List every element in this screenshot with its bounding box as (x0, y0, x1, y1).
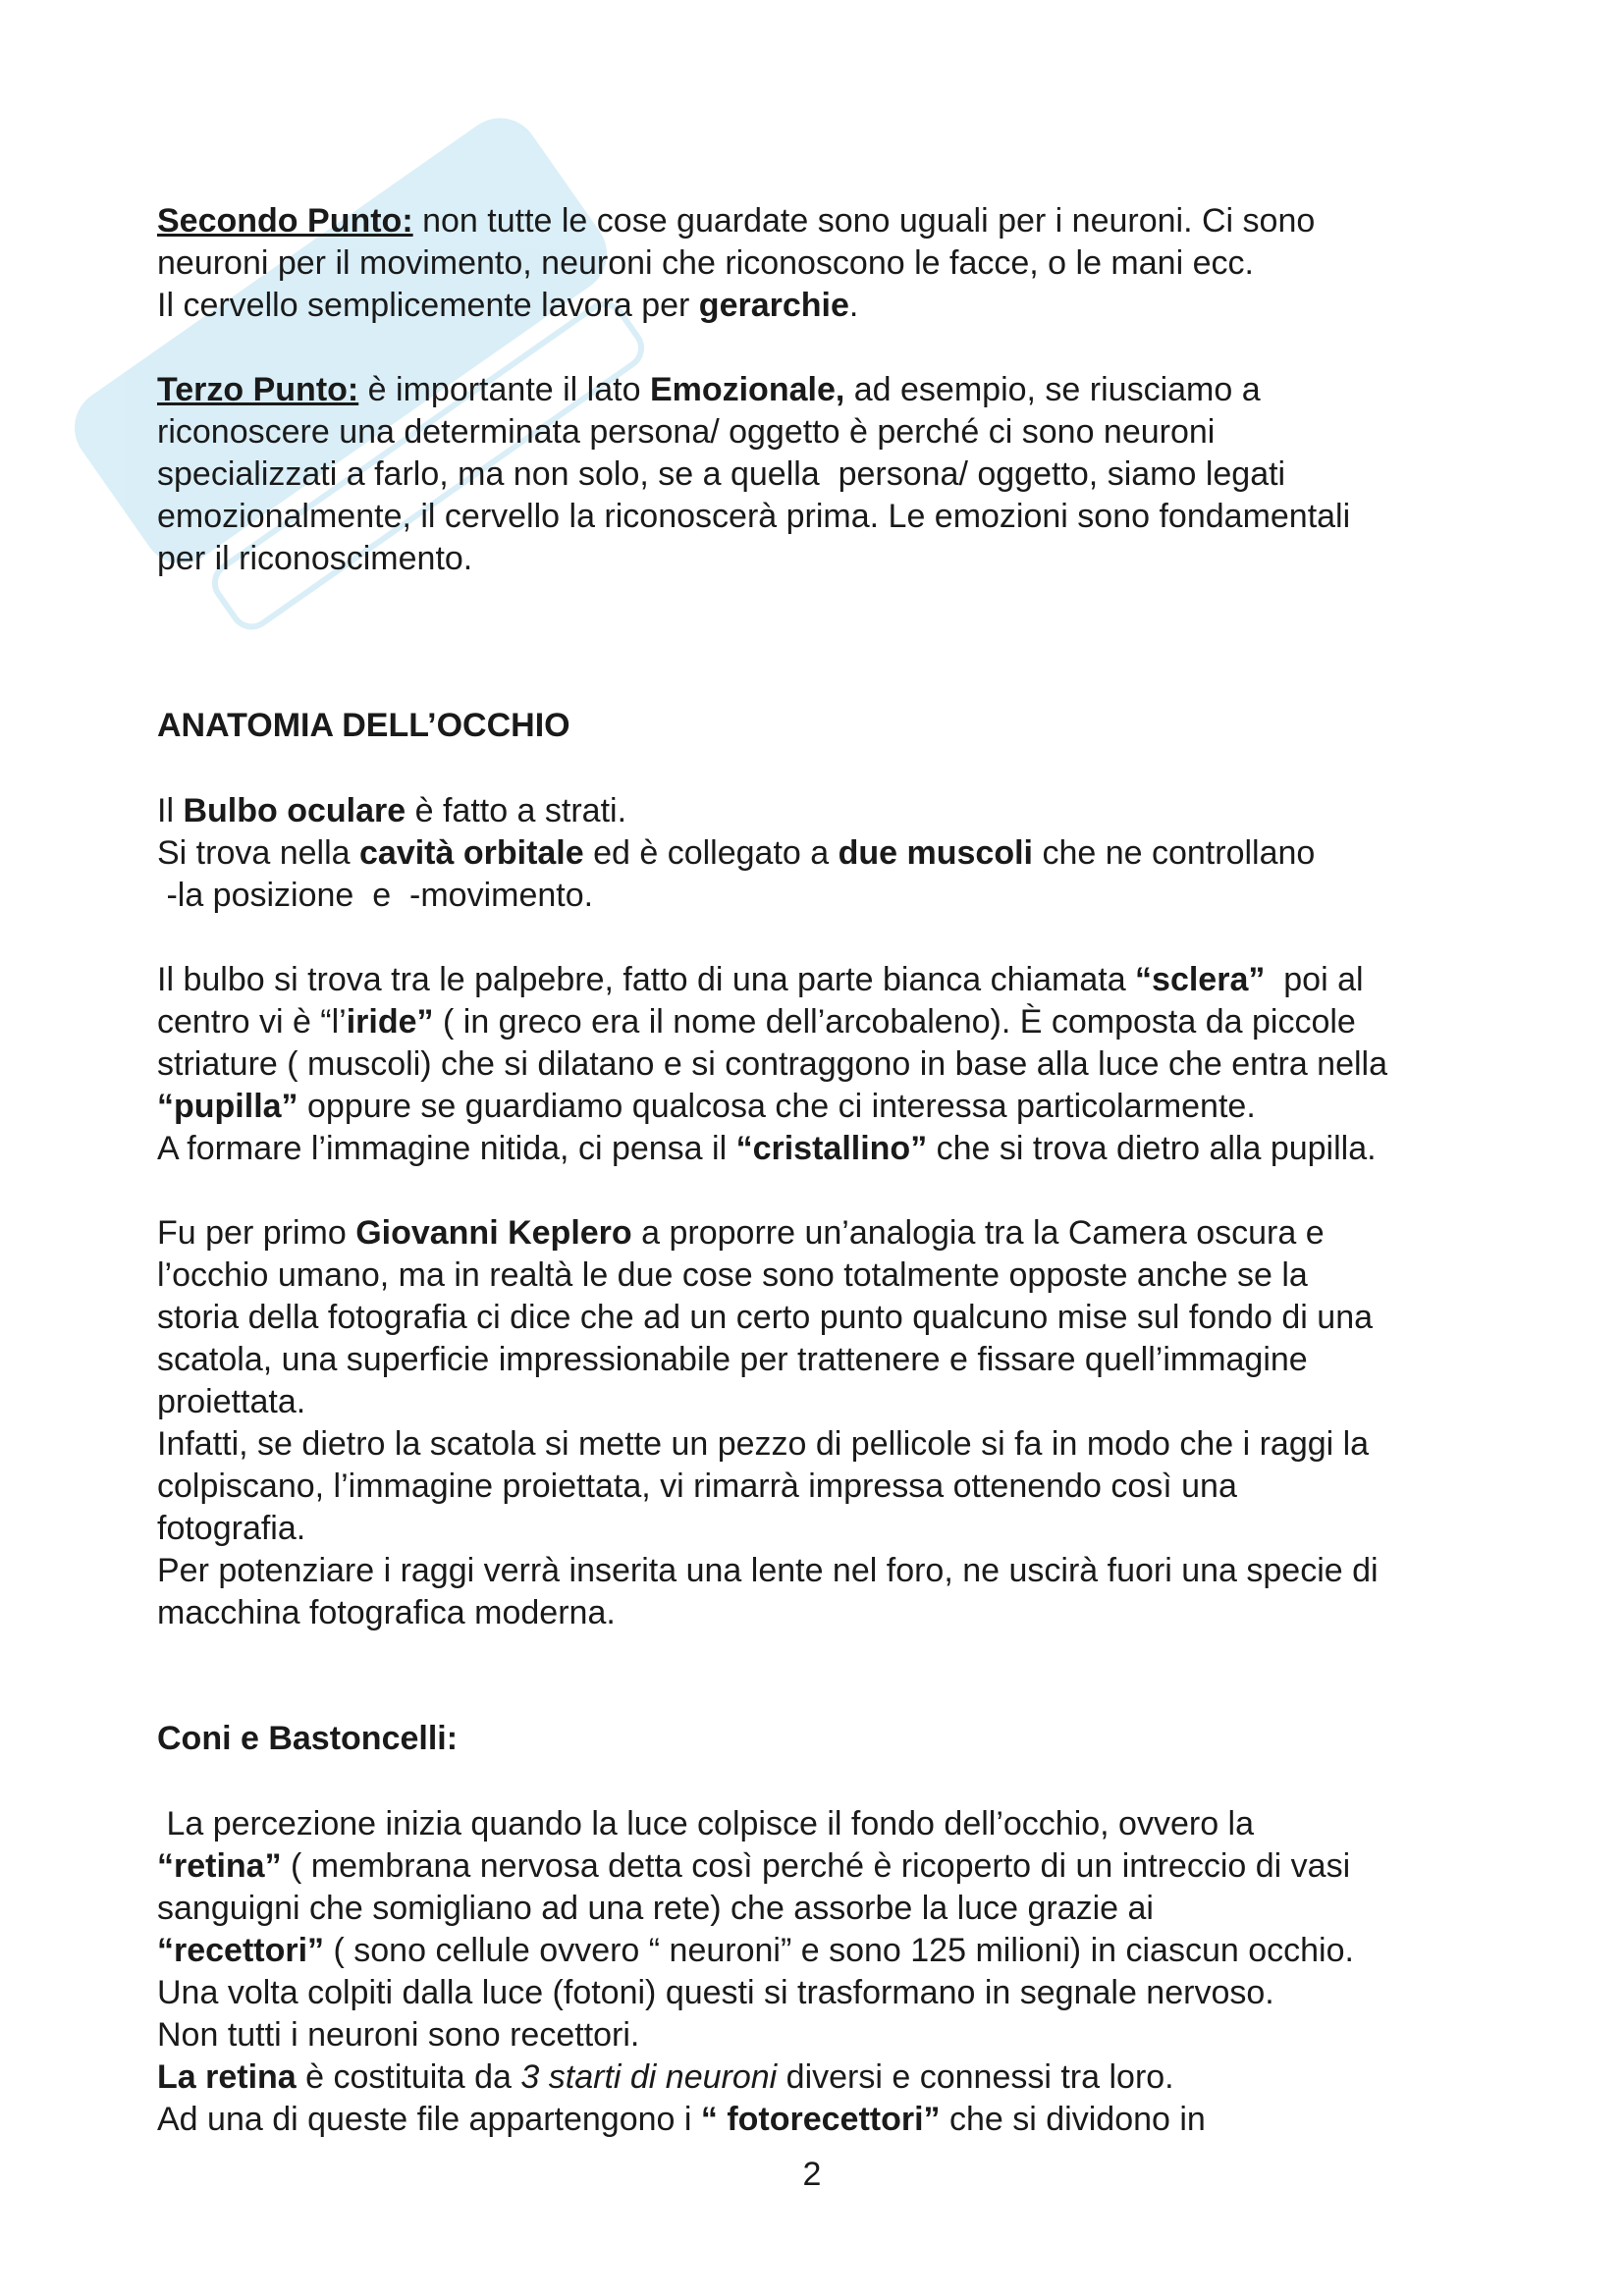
keplero-line-9: Per potenziare i raggi verrà inserita una lente nel foro, ne uscirà fuori una specie di (157, 1552, 1379, 1589)
retina-line-5: Una volta colpiti dalla luce (fotoni) questi si trasformano in segnale nervoso. (157, 1974, 1274, 2011)
terzo-punto-line-3: specializzati a farlo, ma non solo, se a quella persona/ oggetto, siamo legati (157, 455, 1286, 493)
terzo-punto-line-5: per il riconoscimento. (157, 540, 473, 577)
retina-line-3: sanguigni che somigliano ad una rete) che assorbe la luce grazie ai (157, 1890, 1154, 1927)
secondo-punto-line-2: neuroni per il movimento, neuroni che riconoscono le facce, o le mani ecc. (157, 244, 1254, 282)
terzo-punto-line-4: emozionalmente, il cervello la riconoscerà prima. Le emozioni sono fondamentali (157, 498, 1351, 535)
terzo-punto-line-1: Terzo Punto: è importante il lato Emozionale, ad esempio, se riusciamo a (157, 371, 1261, 408)
sclera-line-5: A formare l’immagine nitida, ci pensa il “cristallino” che si trova dietro alla pupilla. (157, 1130, 1377, 1167)
retina-line-8: Ad una di queste file appartengono i “ fotorecettori” che si dividono in (157, 2101, 1206, 2138)
secondo-punto-line-1: Secondo Punto: non tutte le cose guardate sono uguali per i neuroni. Ci sono (157, 202, 1316, 240)
bulbo-line-3: -la posizione e -movimento. (157, 877, 594, 914)
bulbo-line-1: Il Bulbo oculare è fatto a strati. (157, 792, 627, 829)
retina-line-4: “recettori” ( sono cellule ovvero “ neuroni” e sono 125 milioni) in ciascun occhio. (157, 1932, 1354, 1969)
heading-coni: Coni e Bastoncelli: (157, 1720, 459, 1757)
keplero-line-6: Infatti, se dietro la scatola si mette un pezzo di pellicole si fa in modo che i raggi la (157, 1425, 1370, 1463)
sclera-line-3: striature ( muscoli) che si dilatano e si contraggono in base alla luce che entra nella (157, 1045, 1388, 1083)
keplero-line-8: fotografia. (157, 1510, 306, 1547)
retina-line-7: La retina è costituita da 3 starti di neuroni diversi e connessi tra loro. (157, 2058, 1174, 2096)
keplero-line-10: macchina fotografica moderna. (157, 1594, 616, 1631)
secondo-punto-label: Secondo Punto: (157, 202, 413, 240)
retina-line-2: “retina” ( membrana nervosa detta così perché è ricoperto di un intreccio di vasi (157, 1847, 1351, 1885)
keplero-line-4: scatola, una superficie impressionabile per trattenere e fissare quell’immagine (157, 1341, 1308, 1378)
keplero-line-2: l’occhio umano, ma in realtà le due cose sono totalmente opposte anche se la (157, 1256, 1308, 1294)
heading-anatomia: ANATOMIA DELL’OCCHIO (157, 707, 570, 744)
bulbo-line-2: Si trova nella cavità orbitale ed è collegato a due muscoli che ne controllano (157, 834, 1316, 872)
sclera-line-4: “pupilla” oppure se guardiamo qualcosa che ci interessa particolarmente. (157, 1088, 1256, 1125)
sclera-line-2: centro vi è “l’iride” ( in greco era il nome dell’arcobaleno). È composta da piccole (157, 1003, 1356, 1041)
terzo-punto-label: Terzo Punto: (157, 371, 359, 408)
keplero-line-1: Fu per primo Giovanni Keplero a proporre un’analogia tra la Camera oscura e (157, 1214, 1325, 1252)
sclera-line-1: Il bulbo si trova tra le palpebre, fatto di una parte bianca chiamata “sclera” poi al (157, 961, 1364, 998)
keplero-line-5: proiettata. (157, 1383, 306, 1420)
secondo-punto-line-3: Il cervello semplicemente lavora per gerarchie. (157, 287, 859, 324)
retina-line-1: La percezione inizia quando la luce colpisce il fondo dell’occhio, ovvero la (157, 1805, 1255, 1842)
page-number: 2 (802, 2156, 822, 2193)
keplero-line-7: colpiscano, l’immagine proiettata, vi rimarrà impressa ottenendo così una (157, 1468, 1237, 1505)
retina-line-6: Non tutti i neuroni sono recettori. (157, 2016, 640, 2054)
keplero-line-3: storia della fotografia ci dice che ad un certo punto qualcuno mise sul fondo di una (157, 1299, 1374, 1336)
terzo-punto-line-2: riconoscere una determinata persona/ oggetto è perché ci sono neuroni (157, 413, 1216, 451)
